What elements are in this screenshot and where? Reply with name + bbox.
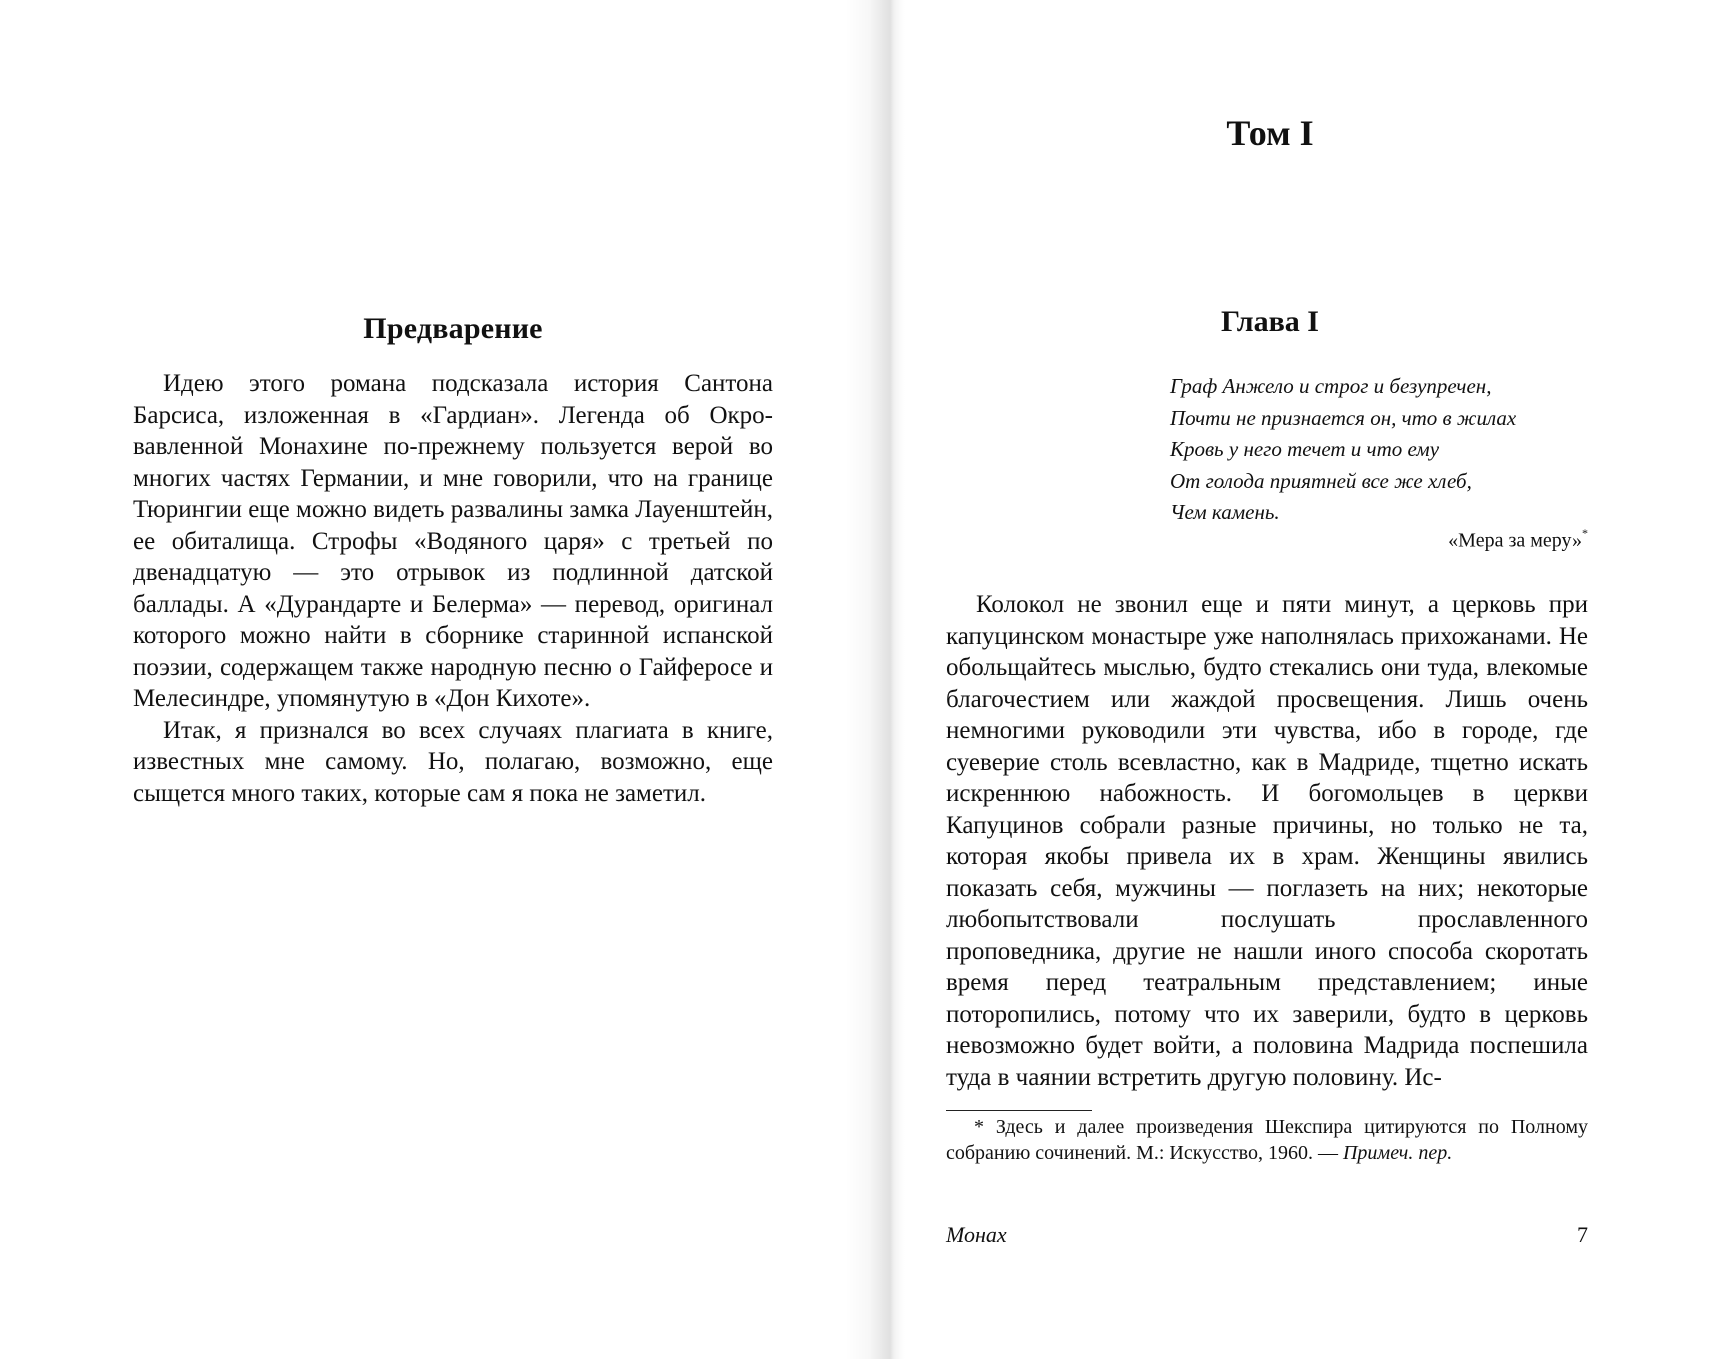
running-title: Монах (946, 1222, 1007, 1247)
preface-heading: Предварение (363, 312, 543, 345)
footnote (946, 1114, 1588, 1166)
footnote-divider (946, 1110, 1092, 1111)
epigraph-line: От голода приятней все же хлеб, (1170, 468, 1472, 493)
footnote-mark: * (974, 1116, 984, 1138)
chapter-paragraph: Колокол не звонил еще и пяти минут, а церковь при капуцинском монастыре уже наполнялась прихожанами. Не обольщайтесь мыслью, будто стекались они туда, влекомые благочестием или жаждой просвещения. Лишь очень немногими руководили эти чувства, ибо в городе, где суеверие столь всевластно, как в Мадриде, тщетно искать искреннюю набожность. И богомольцев в церкви Капуцинов собрали разные причины, но только не та, которая якобы привела их в храм. Женщины явились показать себя, мужчины — поглазеть на них; некоторые любопытствовали послушать прославленного проповедника, другие не нашли иного способа скоротать время перед театральным представлением; иные поторопились, потому что их заверили, будто в церковь невозможно будет войти, а половина Мадрида поспешила туда в чаянии встретить другую половину. Ис- (946, 591, 1588, 1091)
chapter-text (946, 589, 1588, 1093)
footnote-text: Здесь и далее произведения Шекспира цитируются по Полному собранию сочинений. М.: Искусство, 1960. — (946, 1116, 1588, 1164)
epigraph-line: Почти не признается он, что в жилах (1170, 405, 1517, 430)
preface-paragraph: Идею этого романа подсказала история Сантона Барсиса, изложенная в «Гардиан». Легенда об Окровавленной Монахине по-прежнему пользуется верой во многих частях Германии, и мне говорили, что на границе Тюрингии еще можно видеть развалины замка Лауенштейн, ее обиталища. Строфы «Водяного царя» с третьей по двенадцатую — это отрывок из подлинной датской баллады. А «Дурандарте и Белерма» — перевод, оригинал которого можно найти в сборнике старинной испанской поэзии, содержащем также народную песню о Гайферосе и Мелесиндре, упомянутую в «Дон Кихоте». (133, 370, 773, 712)
footnote-note-italic: Примеч. пер. (1342, 1142, 1453, 1164)
preface-text (133, 368, 773, 809)
preface-paragraph: Итак, я признался во всех случаях плагиата в книге, известных мне самому. Но, полагаю, возможно, еще сыщется много таких, которые сам я пока не заметил. (133, 716, 773, 807)
epigraph-source (1320, 528, 1588, 553)
epigraph-line: Кровь у него течет и что ему (1170, 437, 1440, 461)
volume-title: Том I (1226, 113, 1314, 153)
chapter-title: Глава I (1221, 305, 1319, 338)
epigraph (1170, 371, 1590, 529)
epigraph-source-title: «Мера за меру» (1448, 529, 1582, 552)
footnote-reference-mark: * (1582, 526, 1588, 540)
epigraph-line: Граф Анжело и строг и безупречен, (1170, 374, 1492, 398)
epigraph-line: Чем камень. (1170, 500, 1280, 524)
page-number: 7 (1577, 1222, 1588, 1247)
